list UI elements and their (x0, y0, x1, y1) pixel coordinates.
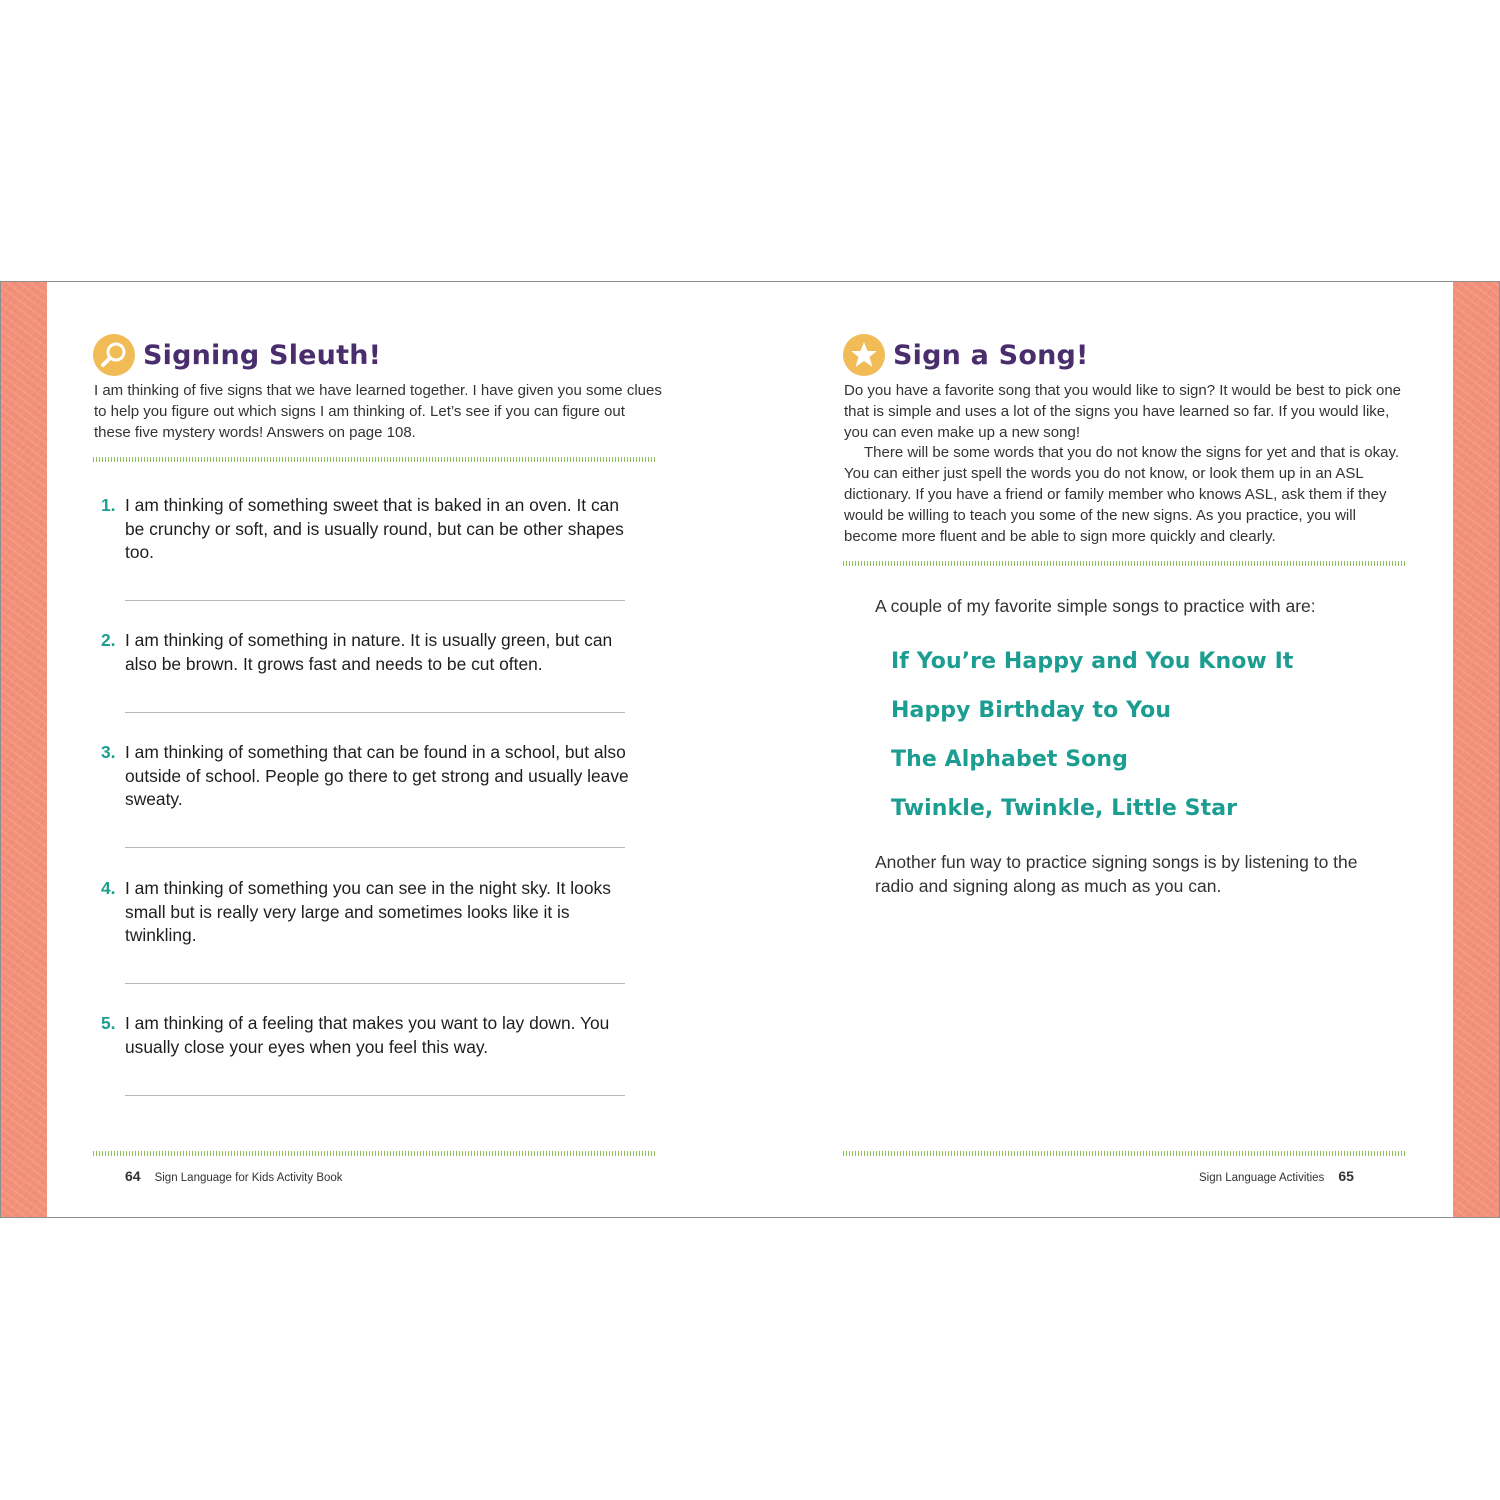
question-item (101, 741, 631, 812)
book-spread (0, 281, 1500, 1218)
answer-line[interactable] (125, 712, 625, 713)
right-page-heading (843, 334, 1089, 376)
question-text: I am thinking of something that can be found in a school, but also outside of school. People go there to get strong and usually leave sweaty. (125, 742, 629, 810)
question-text: I am thinking of something in nature. It is usually green, but can also be brown. It grows fast and needs to be cut often. (125, 630, 613, 674)
right-page-edge (1453, 282, 1499, 1217)
intro-text: Do you have a favorite song that you would like to sign? It would be best to pick one that is simple and uses a lot of the signs you have learned so far. If you would like, you can even make up a new song! There will be some words that you do not know the signs for yet and that is okay. You can either just spell the words you do not know, or look them up in an ASL dictionary. If you have a friend or family member who knows ASL, ask them if they would be willing to teach you some of the new signs. As you practice, you will become more fluent and be able to sign more quickly and clearly. (844, 382, 1402, 545)
closing-text: Another fun way to practice signing songs is by listening to the radio and signing along as much as you can. (875, 852, 1358, 896)
section-title: Sign Language Activities (1199, 1172, 1325, 1184)
dotted-divider (843, 561, 1407, 566)
footer-divider (93, 1151, 657, 1156)
question-number: 1. (101, 495, 116, 515)
question-item (101, 877, 631, 948)
answer-line[interactable] (125, 1095, 625, 1096)
left-page-edge (1, 282, 47, 1217)
song-title: Twinkle, Twinkle, Little Star (891, 796, 1238, 821)
answer-line[interactable] (125, 983, 625, 984)
song-title: If You’re Happy and You Know It (891, 649, 1294, 674)
answer-line[interactable] (125, 847, 625, 848)
question-text: I am thinking of something you can see in the night sky. It looks small but is really very large and sometimes looks like it is twinkling. (125, 878, 611, 946)
intro-text: I am thinking of five signs that we have learned together. I have given you some clues to help you figure out which signs I am thinking of. Let’s see if you can figure out these five mystery words! Answers on page 108. (94, 382, 662, 441)
page-number: 65 (1338, 1168, 1354, 1184)
page-title: Signing Sleuth! (143, 339, 382, 371)
question-number: 5. (101, 1013, 116, 1033)
question-item (101, 1012, 631, 1059)
left-page-heading (93, 334, 381, 376)
question-text: I am thinking of something sweet that is baked in an oven. It can be crunchy or soft, and is usually round, but can be other shapes too. (125, 495, 624, 563)
page-title: Sign a Song! (893, 339, 1089, 371)
question-number: 4. (101, 878, 116, 898)
star-icon (843, 334, 885, 376)
song-title: Happy Birthday to You (891, 698, 1172, 723)
left-page-footer (125, 1168, 343, 1184)
page-number: 64 (125, 1168, 141, 1184)
question-number: 3. (101, 742, 116, 762)
dotted-divider (93, 457, 657, 462)
question-number: 2. (101, 630, 116, 650)
answer-line[interactable] (125, 600, 625, 601)
right-page-footer (1199, 1168, 1354, 1184)
magnifying-glass-icon (93, 334, 135, 376)
book-title: Sign Language for Kids Activity Book (154, 1172, 343, 1184)
songs-lead-text: A couple of my favorite simple songs to practice with are: (875, 596, 1316, 616)
footer-divider (843, 1151, 1407, 1156)
question-item (101, 494, 631, 565)
question-text: I am thinking of a feeling that makes you want to lay down. You usually close your eyes when you feel this way. (125, 1013, 610, 1057)
question-item (101, 629, 631, 676)
song-title: The Alphabet Song (891, 747, 1128, 772)
